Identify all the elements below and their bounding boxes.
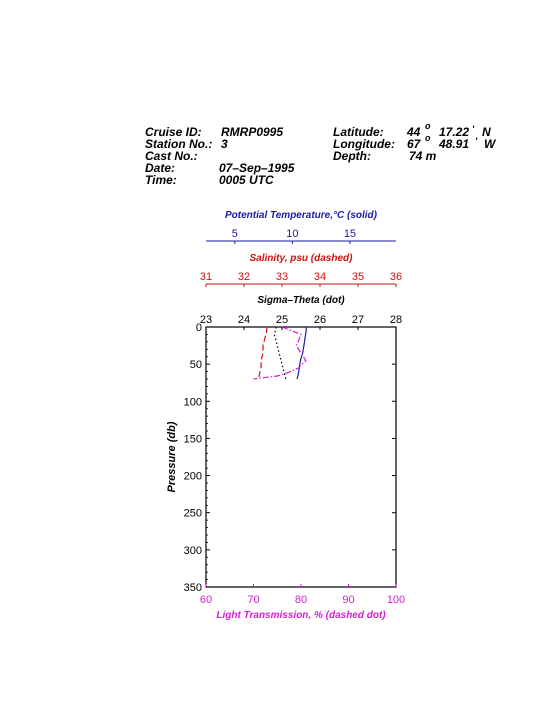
latitude-minute-symbol: ': [472, 124, 475, 134]
salinity-tick-label: 35: [351, 271, 365, 283]
sigma-tick-label: 26: [313, 314, 327, 326]
sigma-tick-label: 23: [199, 314, 213, 326]
temperature-axis-title: Potential Temperature,°C (solid): [225, 210, 377, 221]
temperature-tick-label: 5: [231, 228, 238, 240]
transmission-profile-line: [254, 327, 306, 379]
cruise-id-value: RMRP0995: [221, 125, 284, 139]
date-label: Date:: [145, 161, 176, 175]
salinity-tick-label: 32: [237, 271, 251, 283]
latitude-degree-symbol: o: [425, 121, 431, 131]
cast-label: Cast No.:: [145, 149, 198, 163]
transmission-tick-label: 70: [247, 594, 260, 606]
transmission-tick-label: 100: [386, 594, 406, 606]
latitude-hemisphere: N: [482, 125, 491, 139]
latitude-minutes: 17.22: [439, 125, 470, 139]
pressure-tick-label: 0: [195, 322, 202, 334]
salinity-axis-title: Salinity, psu (dashed): [249, 253, 353, 264]
longitude-label: Longitude:: [333, 137, 395, 151]
depth-value: 74 m: [409, 149, 437, 163]
salinity-tick-label: 31: [199, 271, 213, 283]
transmission-tick-label: 80: [294, 594, 308, 606]
salinity-tick-label: 34: [313, 271, 327, 283]
temperature-tick-label: 15: [343, 228, 357, 240]
salinity-tick-label: 36: [389, 271, 403, 283]
depth-label: Depth:: [333, 149, 371, 163]
temperature-profile-line: [297, 327, 306, 379]
transmission-tick-label: 90: [342, 594, 355, 606]
pressure-tick-label: 50: [189, 359, 202, 372]
longitude-hemisphere: W: [484, 137, 496, 151]
date-value: 07–Sep–1995: [219, 161, 295, 175]
longitude-degree-symbol: o: [425, 133, 431, 143]
pressure-tick-label: 350: [183, 582, 202, 594]
sigma-tick-label: 25: [275, 314, 289, 326]
transmission-axis-title: Light Transmission, % (dashed dot): [216, 610, 386, 621]
salinity-profile-line: [259, 327, 267, 379]
temperature-tick-label: 10: [286, 228, 299, 240]
salinity-tick-label: 33: [275, 271, 289, 283]
time-value: 0005 UTC: [219, 173, 274, 187]
cruise-id-label: Cruise ID:: [145, 125, 202, 139]
sigma-axis-title: Sigma–Theta (dot): [257, 295, 345, 306]
longitude-minute-symbol: ': [475, 136, 478, 146]
plot-frame: [206, 327, 396, 587]
station-label: Station No.:: [145, 137, 213, 151]
pressure-axis-label: Pressure (db): [166, 421, 178, 493]
sigma-tick-label: 27: [351, 314, 365, 326]
sigma-profile-line: [274, 327, 285, 379]
pressure-tick-label: 250: [183, 507, 202, 520]
sigma-tick-label: 24: [237, 314, 251, 326]
transmission-tick-label: 60: [199, 594, 213, 606]
longitude-minutes: 48.91: [439, 137, 470, 151]
latitude-label: Latitude:: [333, 125, 384, 139]
pressure-tick-label: 100: [183, 396, 202, 409]
latitude-degrees: 44: [407, 125, 421, 139]
pressure-tick-label: 300: [183, 544, 202, 557]
sigma-tick-label: 28: [389, 314, 403, 326]
time-label: Time:: [145, 173, 177, 187]
longitude-degrees: 67: [407, 137, 421, 151]
pressure-tick-label: 200: [183, 470, 202, 483]
station-value: 3: [221, 137, 228, 151]
pressure-tick-label: 150: [183, 433, 202, 446]
